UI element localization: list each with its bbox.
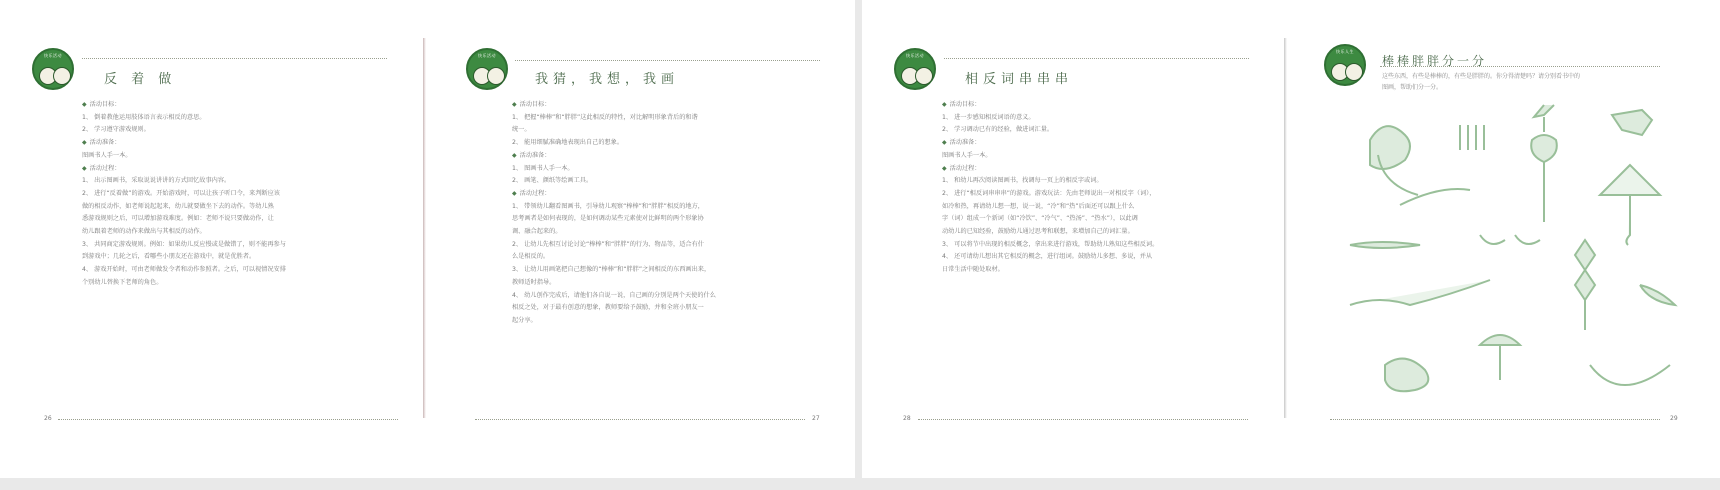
carrot-icon	[1531, 105, 1557, 222]
activity-badge	[466, 48, 508, 90]
body-line: 1、 和幼儿再次阅读图画书，找调每一页上的相反字或词。	[942, 177, 1103, 185]
page-number: 26	[44, 415, 52, 422]
footer-dotted-rule	[918, 419, 1248, 420]
header-dotted-rule	[515, 60, 820, 61]
body-line: 个别幼儿替换下老师的角色。	[82, 278, 163, 286]
umbrella-icon	[1600, 165, 1660, 245]
activity-text	[82, 99, 286, 290]
instruction-text	[1382, 71, 1580, 93]
body-line: 1、 带领幼儿翻看图画书，引导幼儿观察“棒棒”和“胖胖”相反的地方，	[512, 202, 704, 210]
activity-text	[512, 99, 716, 328]
body-line: 么是相反的。	[512, 253, 550, 261]
page-title: 我猜，我想，我画	[535, 72, 680, 87]
section-heading: ◆ 活动准备：	[942, 137, 1158, 150]
badge-label: 快乐活动	[906, 53, 924, 58]
body-line: 4、 幼儿创作完成后，请他们各自说一说，自己画的分别是两个天使的什么	[512, 291, 716, 299]
vase-icon	[1460, 125, 1484, 150]
child-face-icon	[915, 67, 933, 85]
body-line: 1、 倒着教他运用肢体语言表示相反的意思。	[82, 113, 206, 121]
header-dotted-rule	[82, 58, 387, 59]
section-heading: ◆ 活动过程：	[82, 163, 286, 176]
fish-icon	[1612, 110, 1652, 135]
body-line: 1、 图画书人手一本。	[512, 164, 574, 172]
activity-text	[942, 99, 1158, 277]
footer-dotted-rule	[58, 419, 398, 420]
duck-icon	[1385, 359, 1428, 392]
page-number: 28	[903, 415, 911, 422]
body-line: 如冷和热，再请幼儿想一想，说一说，“冷”和“热”后面还可以跟上什么	[942, 202, 1135, 210]
badge-label: 快乐人生	[1336, 49, 1354, 54]
body-line: 到游戏中；几轮之后，看哪些小朋友还在游戏中，就是优胜者。	[82, 253, 256, 261]
body-line: 幼儿跟着老师的动作来做出与其相反的动作。	[82, 228, 206, 236]
snake-icon	[1400, 189, 1470, 205]
body-line: 1、 进一步感知相反词语的意义。	[942, 113, 1035, 121]
body-line: 思考画者是如何表现的，是如何调动某些元素使对比鲜明的两个形象协	[512, 215, 704, 223]
body-line: 4、 游戏开始时，可由老师做发令者和动作参照者。之后，可以视情况安排	[82, 266, 286, 274]
body-line: 2、 能用细腻准确地表现出自己的想象。	[512, 139, 624, 147]
kite-icon	[1575, 240, 1595, 330]
slippers-icon	[1480, 235, 1540, 244]
feather-icon	[1640, 285, 1675, 305]
activity-badge	[1324, 44, 1366, 86]
body-line: 1、 出示图画书，采取说说讲讲的方式回忆故事内容。	[82, 177, 231, 185]
body-line: 2、 学习遵守游戏规则。	[82, 126, 150, 134]
body-line: 动幼儿的已知经验，鼓励幼儿通过思考和联想，来增加自己的词汇量。	[942, 228, 1134, 236]
lotus-leaf-icon	[1370, 126, 1410, 169]
section-heading: ◆ 活动准备：	[512, 150, 716, 163]
body-line: 2、 进行“反着做”的游戏。开始游戏时，可以让孩子听口令，来判断应该	[82, 189, 280, 197]
instruction-line: 图画，帮助们分一分。	[1382, 84, 1443, 91]
badge-label: 快乐活动	[44, 53, 62, 58]
section-heading: ◆ 活动准备：	[82, 137, 286, 150]
body-line: 调、融合起来的。	[512, 228, 562, 236]
body-line: 统一。	[512, 126, 531, 134]
instruction-line: 这些东西，有些是棒棒的，有些是胖胖的。你分得清楚吗？请分别看书中的	[1382, 73, 1581, 80]
body-line: 2、 进行“相反词串串串”的游戏。游戏玩法：先由老师说出一对相反字（词），	[942, 189, 1156, 197]
page-number: 29	[1670, 415, 1678, 422]
section-heading: ◆ 活动目标：	[512, 99, 716, 112]
child-face-icon	[487, 67, 505, 85]
sorting-illustrations	[1340, 95, 1690, 415]
gutter-shadow	[423, 38, 426, 418]
footer-dotted-rule	[1330, 419, 1660, 420]
header-dotted-rule	[944, 58, 1249, 59]
footer-dotted-rule	[475, 419, 805, 420]
body-line: 4、 还可请幼儿想出其它相反的概念，进行组词。鼓励幼儿多想、多说，并从	[942, 253, 1153, 261]
body-line: 1、 把握“棒棒”和“胖胖”这此相反的特性，对比解明形象背后的和谐	[512, 113, 698, 121]
body-line: 3、 共同商定游戏规则。例如：如果幼儿反应慢或是做错了，则不能再参与	[82, 240, 286, 248]
child-face-icon	[1345, 63, 1363, 81]
stick-icon	[1350, 242, 1420, 248]
body-line: 教师适时指导。	[512, 278, 556, 286]
body-line: 相反之处，对于最有创意的想象，教师要给予鼓励，并和全班小朋友一	[512, 304, 704, 312]
section-heading: ◆ 活动目标：	[942, 99, 1158, 112]
gutter-shadow	[1284, 38, 1287, 418]
page-title: 棒棒胖胖分一分	[1382, 54, 1488, 68]
body-line: 图画书人手一本。	[82, 151, 132, 159]
page-title: 反 着 做	[104, 72, 177, 87]
swan-icon	[1350, 280, 1490, 305]
body-line: 字（词）组成一个新词（如“冷饮”、“冷气”、“热汤”、“热水”），以此调	[942, 215, 1138, 223]
bow-icon	[1590, 365, 1670, 385]
activity-badge	[32, 48, 74, 90]
body-line: 2、 学习调动已有的经验，做进词汇量。	[942, 126, 1054, 134]
header-dotted-rule	[1380, 66, 1660, 67]
section-heading: ◆ 活动过程：	[942, 163, 1158, 176]
mushroom-icon	[1480, 335, 1520, 380]
body-line: 做的相反动作，如老师说起起来，幼儿就要做坐下去的动作。等幼儿熟	[82, 202, 274, 210]
badge-label: 快乐活动	[478, 53, 496, 58]
body-line: 悉游戏规则之后，可以增加游戏难度。例如：老师不说只要做动作，让	[82, 215, 274, 223]
body-line: 3、 让幼儿用画笔把自己想像的“棒棒”和“胖胖”之间相反的东西画出来，	[512, 266, 711, 274]
page-number: 27	[812, 415, 820, 422]
body-line: 2、 让幼儿先相互讨论讨论“棒棒”和“胖胖”的行为、物品等，适合有什	[512, 240, 704, 248]
section-heading: ◆ 活动目标：	[82, 99, 286, 112]
child-face-icon	[53, 67, 71, 85]
body-line: 3、 可以将节中出现的相反概念，拿出来进行游戏，帮助幼儿熟知这些相反词。	[942, 240, 1159, 248]
activity-badge	[894, 48, 936, 90]
body-line: 起分享。	[512, 316, 537, 324]
section-heading: ◆ 活动过程：	[512, 188, 716, 201]
body-line: 日常生活中随处取材。	[942, 266, 1004, 274]
body-line: 图画书人手一本。	[942, 151, 992, 159]
page-title: 相反词串串串	[965, 72, 1074, 87]
body-line: 2、 画笔、颜纸等绘画工具。	[512, 177, 593, 185]
